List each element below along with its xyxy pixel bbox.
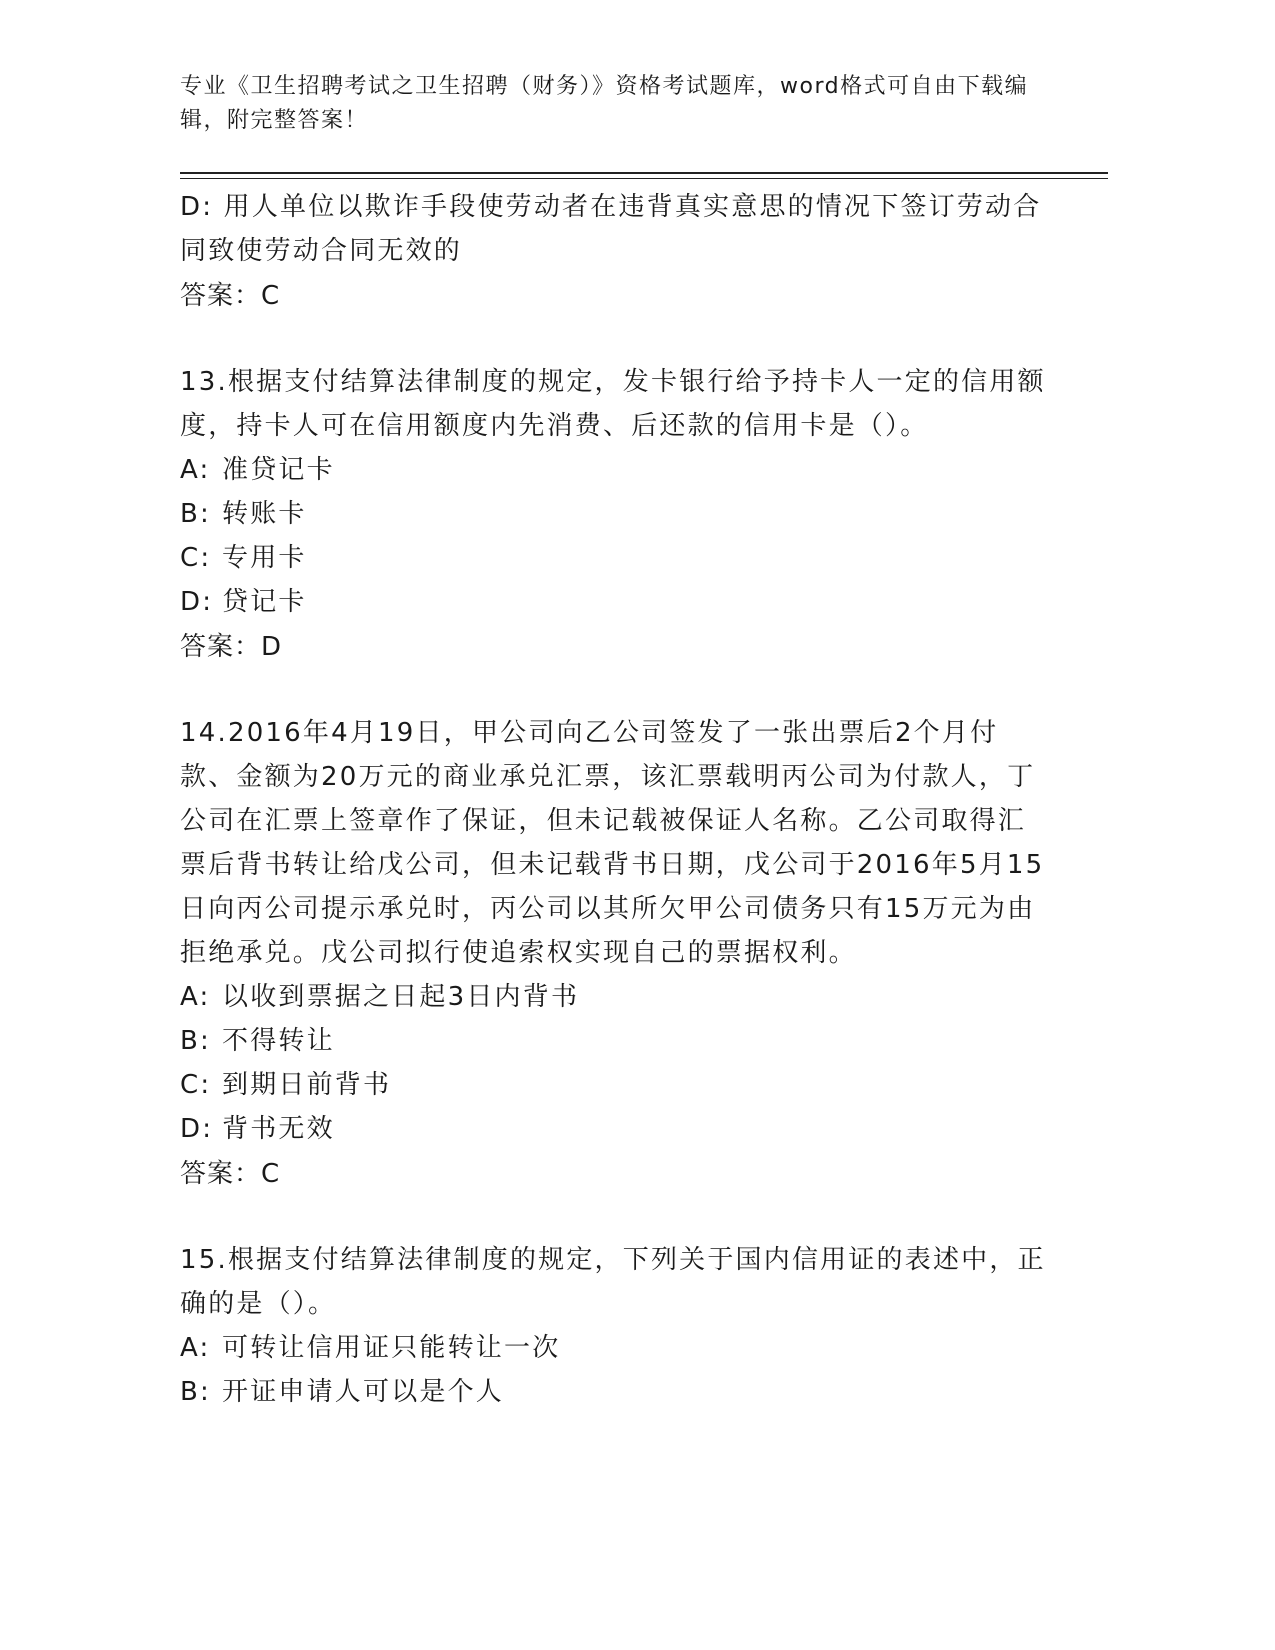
question-14-stem: 14.2016年4月19日，甲公司向乙公司签发了一张出票后2个月付款、金额为20万元的商业承兑汇票，该汇票载明丙公司为付款人，丁公司在汇票上签章作了保证，但未记载被保证人名称。乙公司取得汇票后背书转让给戊公司，但未记载背书日期，戊公司于2016年5月15日向丙公司提示承兑时，丙公司以其所欠甲公司债务只有15万元为由拒绝承兑。戊公司拟行使追索权实现自己的票据权利。 <box>180 718 1045 968</box>
question-14-answer: 答案：C <box>180 1159 281 1189</box>
header-rule-thick <box>180 172 1108 174</box>
spacer <box>180 670 1050 711</box>
question-14-option-c <box>180 1063 1050 1107</box>
option-label: D: <box>180 587 214 617</box>
prev-option-d <box>180 185 1050 273</box>
option-label: A: <box>180 455 211 485</box>
option-text: 不得转让 <box>222 1026 335 1056</box>
question-13-option-b <box>180 492 1050 536</box>
option-label: A: <box>180 1333 211 1363</box>
option-label: D: <box>180 192 214 222</box>
option-label: D: <box>180 1114 214 1144</box>
option-text: 专用卡 <box>222 543 307 573</box>
option-text: 用人单位以欺诈手段使劳动者在违背真实意思的情况下签订劳动合同致使劳动合同无效的 <box>180 192 1042 266</box>
spacer <box>180 319 1050 360</box>
header-rule-thin <box>180 178 1108 179</box>
option-text: 开证申请人可以是个人 <box>222 1377 505 1407</box>
option-label: C: <box>180 1070 212 1100</box>
option-text: 以收到票据之日起3日内背书 <box>222 982 580 1012</box>
question-13-option-a <box>180 448 1050 492</box>
option-text: 到期日前背书 <box>222 1070 392 1100</box>
option-text: 背书无效 <box>222 1114 335 1144</box>
option-text: 准贷记卡 <box>222 455 335 485</box>
option-label: B: <box>180 1026 211 1056</box>
question-13-answer: 答案：D <box>180 632 283 662</box>
question-14-option-a <box>180 975 1050 1019</box>
question-15-option-a <box>180 1326 1050 1370</box>
option-label: B: <box>180 499 211 529</box>
option-text: 可转让信用证只能转让一次 <box>222 1333 561 1363</box>
option-text: 贷记卡 <box>222 587 307 617</box>
option-label: B: <box>180 1377 211 1407</box>
prev-answer: 答案：C <box>180 281 281 311</box>
option-label: C: <box>180 543 212 573</box>
question-14-option-b <box>180 1019 1050 1063</box>
question-13-option-d <box>180 580 1050 624</box>
option-label: A: <box>180 982 211 1012</box>
question-13-option-c <box>180 536 1050 580</box>
question-15-stem: 15.根据支付结算法律制度的规定，下列关于国内信用证的表述中，正确的是（）。 <box>180 1245 1046 1319</box>
option-text: 转账卡 <box>222 499 307 529</box>
question-14-option-d <box>180 1107 1050 1151</box>
question-15-option-b <box>180 1370 1050 1414</box>
question-13-stem: 13.根据支付结算法律制度的规定，发卡银行给予持卡人一定的信用额度，持卡人可在信用额度内先消费、后还款的信用卡是（）。 <box>180 367 1046 441</box>
page-header: 专业《卫生招聘考试之卫生招聘（财务）》资格考试题库，word格式可自由下载编辑，附完整答案！ <box>180 74 1029 133</box>
question-content <box>180 185 1050 1414</box>
spacer <box>180 1197 1050 1238</box>
